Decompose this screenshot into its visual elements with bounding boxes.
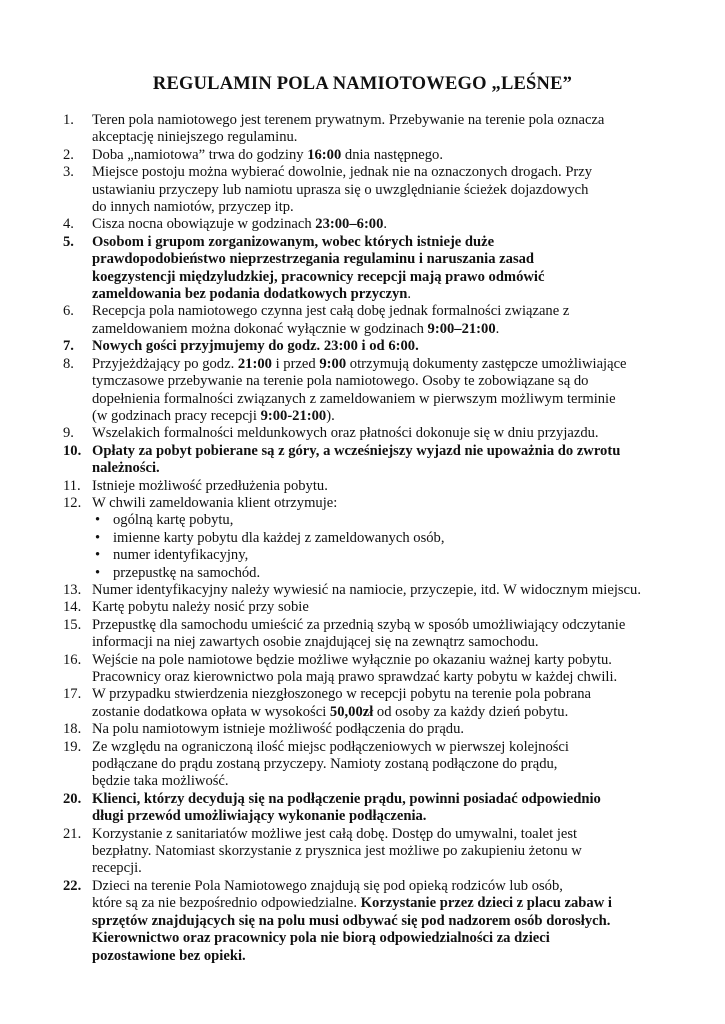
- rule-bold-text: 50,00zł: [329, 703, 374, 720]
- bullet-item: [92, 530, 663, 547]
- rule-number: 16.: [63, 651, 82, 668]
- rule-number: 8.: [63, 355, 74, 372]
- rule-bold-text: należności.: [92, 460, 160, 477]
- rule-number: 9.: [63, 425, 74, 442]
- rule-item: [63, 739, 663, 791]
- rule-text: [92, 443, 663, 478]
- rule-item: [63, 599, 663, 616]
- rule-item: [63, 582, 663, 599]
- rule-item: [63, 686, 663, 721]
- rule-text: Na polu namiotowym istnieje możliwość podłączenia do prądu.: [92, 721, 465, 738]
- rule-bold-text: prawdopodobieństwo nieprzestrzegania regulaminu i naruszania zasad: [92, 251, 535, 268]
- rule-text: [92, 791, 663, 826]
- rule-bold-text: koegzystencji międzyludzkiej, pracownicy recepcji mają prawo odmówić: [92, 268, 545, 285]
- bullet-dot-icon: •: [95, 512, 101, 529]
- rule-item: [63, 303, 663, 338]
- rule-text: Wejście na pole namiotowe będzie możliwe wyłącznie po okazaniu ważnej karty pobytu. Pracownicy oraz kierownictwo pola mają prawo sprawdzać karty pobytu w każdej chwili.: [92, 651, 618, 685]
- rule-number: 6.: [63, 303, 74, 320]
- rule-text: Istnieje możliwość przedłużenia pobytu.: [92, 477, 328, 494]
- rule-bold-text: Nowych gości przyjmujemy do godz. 23:00 i od 6:00.: [92, 338, 419, 355]
- rule-number: 19.: [63, 738, 82, 755]
- bullet-item: [92, 565, 663, 582]
- bullet-dot-icon: •: [95, 547, 101, 564]
- rule-text: Doba „namiotowa” trwa do godziny 16:00 dnia następnego.: [92, 146, 443, 163]
- rule-number: 15.: [63, 616, 82, 633]
- rule-text: Numer identyfikacyjny należy wywiesić na namiocie, przyczepie, itd. W widocznym miejscu.: [92, 581, 641, 598]
- rule-bold-text: 9:00–21:00: [427, 320, 496, 337]
- bullet-text: imienne karty pobytu dla każdej z zameldowanych osób,: [113, 529, 445, 546]
- rule-text: Wszelakich formalności meldunkowych oraz płatności dokonuje się w dniu przyjazdu.: [92, 425, 599, 442]
- rule-number: 17.: [63, 686, 82, 703]
- bullet-list: [92, 512, 663, 582]
- rule-item: [63, 878, 663, 965]
- rule-number: 12.: [63, 494, 82, 511]
- rule-item: [63, 425, 663, 442]
- rule-number: 13.: [63, 581, 82, 598]
- bullet-text: przepustkę na samochód.: [113, 564, 261, 581]
- rule-number: 4.: [63, 216, 74, 233]
- rule-number: 1.: [63, 112, 74, 128]
- rule-item: [63, 652, 663, 687]
- rule-number: 10.: [63, 442, 82, 459]
- document-title: REGULAMIN POLA NAMIOTOWEGO „LEŚNE”: [152, 74, 573, 95]
- rule-bold-text: Klienci, którzy decydują się na podłączenie prądu, powinni posiadać odpowiednio: [92, 790, 601, 807]
- bullet-item: [92, 512, 663, 529]
- rule-number: 5.: [63, 233, 74, 250]
- rule-text: Dzieci na terenie Pola Namiotowego znajdują się pod opieką rodziców lub osób, które są za nie bezpośrednio odpowiedzialne. Korzystanie przez dzieci z placu zabaw i sprzętów znajdujących się na polu musi odbywać się pod nadzorem osób dorosłych. Kierownictwo oraz pracownicy pola nie biorą odpowiedzialności za dzieci pozostawione bez opieki.: [92, 877, 612, 964]
- rule-text: Korzystanie z sanitariatów możliwe jest całą dobę. Dostęp do umywalni, toalet jest bezpłatny. Natomiast skorzystanie z prysznica jest możliwe po zakupieniu żetonu w recepcji.: [92, 825, 582, 877]
- rule-number: 18.: [63, 721, 82, 738]
- rule-item: [63, 338, 663, 355]
- bullet-text: numer identyfikacyjny,: [113, 547, 249, 564]
- rule-bold-text: Osobom i grupom zorganizowanym, wobec których istnieje duże: [92, 233, 495, 250]
- rule-item: [63, 495, 663, 582]
- rule-text: Miejsce postoju można wybierać dowolnie, jednak nie na oznaczonych drogach. Przy ustawianiu przyczepy lub namiotu uprasza się o uwzględnianie ścieżek dojazdowych do innych namiotów, przyczep itp.: [92, 164, 593, 216]
- bullet-text: ogólną kartę pobytu,: [113, 512, 234, 529]
- rule-text: Recepcja pola namiotowego czynna jest całą dobę jednak formalności związane z zameldowaniem można dokonać wyłącznie w godzinach 9:00–21:00.: [92, 303, 570, 337]
- rule-bold-text: 23:00–6:00: [315, 216, 384, 233]
- rule-number: 21.: [63, 825, 82, 842]
- rule-item: [63, 617, 663, 652]
- rule-number: 7.: [63, 338, 74, 355]
- rules-list: [63, 112, 663, 965]
- rule-item: [63, 164, 663, 216]
- bullet-dot-icon: •: [95, 529, 101, 546]
- rule-bold-text: sprzętów znajdujących się na polu musi odbywać się pod nadzorem osób dorosłych.: [92, 912, 611, 929]
- rule-number: 11.: [63, 477, 81, 494]
- rule-number: 3.: [63, 164, 74, 181]
- rule-text: Osobom i grupom zorganizowanym, wobec których istnieje duże prawdopodobieństwo nieprzestrzegania regulaminu i naruszania zasad koegzystencji międzyludzkiej, pracownicy recepcji mają prawo odmówić zameldowania bez podania dodatkowych przyczyn.: [92, 233, 545, 303]
- rule-text: Cisza nocna obowiązuje w godzinach 23:00–6:00.: [92, 216, 388, 233]
- rule-item: [63, 112, 663, 147]
- rule-item: [63, 147, 663, 164]
- bullet-item: [92, 547, 663, 564]
- rule-item: [63, 356, 663, 426]
- rule-item: [63, 721, 663, 738]
- rule-text: Teren pola namiotowego jest terenem prywatnym. Przebywanie na terenie pola oznacza akceptację niniejszego regulaminu.: [92, 112, 605, 146]
- rule-item: [63, 443, 663, 478]
- rule-number: 14.: [63, 599, 82, 616]
- rule-bold-text: 9:00-21:00: [260, 407, 327, 424]
- rule-text: Przepustkę dla samochodu umieścić za przednią szybą w sposób umożliwiający odczytanie informacji na niej zawartych osobie znajdującej się na zewnątrz samochodu.: [92, 616, 626, 651]
- rule-text: Przyjeżdżający po godz. 21:00 i przed 9:00 otrzymują dokumenty zastępcze umożliwiające tymczasowe przebywanie na terenie pola namiotowego. Osoby te zobowiązane są do dopełnienia formalności związanych z zameldowaniem w pierwszym możliwym terminie (w godzinach pracy recepcji 9:00-21:00).: [92, 355, 627, 424]
- rule-item: [63, 791, 663, 826]
- rule-bold-text: Kierownictwo oraz pracownicy pola nie biorą odpowiedzialności za dzieci: [92, 930, 550, 947]
- rule-item: [63, 216, 663, 233]
- rule-number: 2.: [63, 146, 74, 163]
- rule-text: Ze względu na ograniczoną ilość miejsc podłączeniowych w pierwszej kolejności podłączane do prądu zostaną przyczepy. Namioty zostaną podłączone do prądu, będzie taka możliwość.: [92, 738, 569, 790]
- bullet-dot-icon: •: [95, 564, 101, 581]
- rule-bold-text: zameldowania bez podania dodatkowych przyczyn: [92, 286, 408, 303]
- rule-bold-text: Korzystanie przez dzieci z placu zabaw i: [360, 895, 612, 912]
- rule-text: W chwili zameldowania klient otrzymuje: • ogólną kartę pobytu, • imienne karty pobytu dla każdej z zameldowanych osób, • numer identyfikacyjny, • przepustkę na samochód.: [92, 495, 663, 582]
- rule-bold-text: Opłaty za pobyt pobierane są z góry, a wcześniejszy wyjazd nie upoważnia do zwrotu: [92, 442, 621, 459]
- rule-bold-text: 16:00: [307, 146, 342, 163]
- rule-item: [63, 478, 663, 495]
- rule-bold-text: pozostawione bez opieki.: [92, 947, 246, 964]
- rule-bold-text: 9:00: [319, 355, 347, 372]
- rule-text: W przypadku stwierdzenia niezgłoszonego w recepcji pobytu na terenie pola pobrana zostanie dodatkowa opłata w wysokości 50,00zł od osoby za każdy dzień pobytu.: [92, 686, 591, 720]
- rule-item: [63, 826, 663, 878]
- rule-text: [92, 338, 663, 355]
- rule-number: 22.: [63, 877, 82, 894]
- rule-bold-text: długi przewód umożliwiający wykonanie podłączenia.: [92, 808, 427, 825]
- rule-text: Kartę pobytu należy nosić przy sobie: [92, 599, 309, 616]
- rule-number: 20.: [63, 790, 82, 807]
- rule-item: [63, 234, 663, 304]
- rule-bold-text: 21:00: [237, 355, 272, 372]
